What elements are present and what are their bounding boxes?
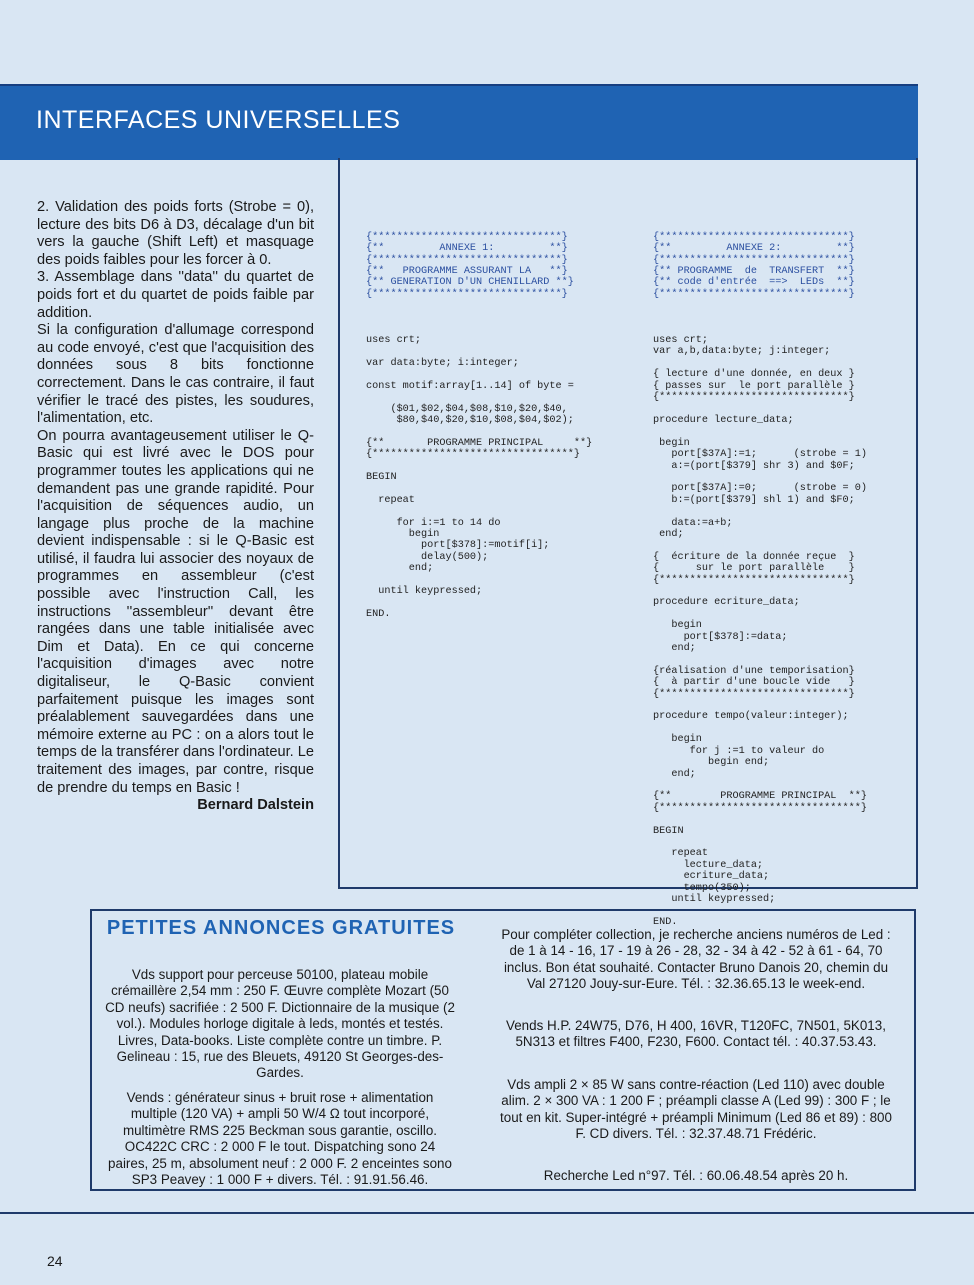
footer-divider: [0, 1212, 974, 1214]
classified-ad: Vends : générateur sinus + bruit rose + alimentation multiple (120 VA) + ampli 50 W/4 Ω tout incorporé, multimètre RMS 225 Beckman sous garantie, oscillo. OC422C CRC : 2 000 F le tout. Dispatching sono 24 paires, 25 m, absolument neuf : 2 000 F. 2 enceintes sono SP3 Peavey : 1 000 F + divers. Tél. : 91.91.56.46.: [108, 1090, 452, 1188]
article-paragraph: On pourra avantageusement utiliser le Q-Basic qui est livré avec le DOS pour programmer toutes les applications qui ne demandent pas une grande rapidité. Pour l'acquisition de séquences audio, un langage plus proche de la machine devient indispensable : si le Q-Basic est utilisé, il faudra lui associer des noyaux de programmes en assembleur (c'est possible avec l'instruction Call, les instructions ''assembleur'' devant être rangées dans une table initialisée avec Dim et Data). En ce qui concerne l'acquisition d'images avec notre digitaliseur, le Q-Basic convient parfaitement puisque les images sont préalablement sauvegardées dans une mémoire externe au PC : on a alors tout le temps de la transférer dans l'ordinateur. Le traitement des images, par contre, risque de prendre du temps en Basic !: [37, 427, 314, 796]
page-title: INTERFACES UNIVERSELLES: [36, 106, 401, 134]
classified-ad: Pour compléter collection, je recherche anciens numéros de Led : de 1 à 14 - 16, 17 - 19 à 26 - 28, 32 - 34 à 42 - 52 à 61 - 64, 70 inclus. Bon état souhaité. Contacter Bruno Danois 20, chemin du Val 27120 Jouy-sur-Eure. Tél. : 32.36.65.13 le week-end.: [501, 927, 891, 992]
article-paragraph: 3. Assemblage dans ''data'' du quartet de poids fort et du quartet de poids faible par addition.: [37, 269, 314, 321]
annexe-1-code: uses crt; var data:byte; i:integer; const motif:array[1..14] of byte = ($01,$02,$04,$08,$10,$20,$40, $80,$40,$20,$10,$08,$04,$02); {** PROGRAMME PRINCIPAL **} {*********************************} BEGIN repeat for i:=1 to 14 do begin port[$378]:=motif[i]; delay(500); end; until keypressed; END.: [366, 335, 593, 620]
classified-ad: Vds support pour perceuse 50100, plateau mobile crémaillère 2,54 mm : 250 F. Œuvre complète Mozart (50 CD neufs) sacrifiée : 2 500 F. Dictionnaire de la musique (2 vol.). Modules horloge digitale à leds, montés et testés. Livres, Data-books. Liste complète contre un timbre. P. Gelineau : 15, rue des Bleuets, 49120 St Georges-des-Gardes.: [105, 967, 455, 1081]
article-paragraph: Si la configuration d'allumage correspond au code envoyé, c'est que l'acquisition des données sous 8 bits fonctionne correctement. Dans le cas contraire, il faut vérifier le tracé des pistes, les soudures, l'alimentation, etc.: [37, 322, 314, 427]
classified-ad: Vends H.P. 24W75, D76, H 400, 16VR, T120FC, 7N501, 5K013, 5N313 et filtres F400, F230, F600. Contact tél. : 40.37.53.43.: [506, 1018, 886, 1050]
article-author: Bernard Dalstein: [197, 797, 314, 814]
annexe-2-listing: [653, 209, 867, 940]
classified-ad: Vds ampli 2 × 85 W sans contre-réaction (Led 110) avec double alim. 2 × 300 VA : 1 200 F ; préampli classe A (Led 99) : 300 F ; le tout en kit. Super-intégré + préampli Minimum (Led 86 et 89) : 800 F. CD divers. Tél. : 32.37.48.71 Frédéric.: [500, 1077, 892, 1142]
annexe-1-listing: [366, 209, 592, 632]
annexe-2-code: uses crt; var a,b,data:byte; j:integer; { lecture d'une donnée, en deux } { passes sur le port parallèle } {*******************************} procedure lecture_data; begin port[$37A]:=1; (strobe = 1) a:=(port[$379] shr 3) and $0F; port[$37A]:=0; (strobe = 0) b:=(port[$379] shl 1) and $F0; data:=a+b; end; { écriture de la donnée reçue } { sur le port parallèle } {*******************************} procedure ecriture_data; begin port[$378]:=data; end; {réalisation d'une temporisation} { à partir d'une boucle vide } {*******************************} procedure tempo(valeur:integer); begin for j :=1 to valeur do begin end; end; {** PROGRAMME PRINCIPAL **} {*********************************} BEGIN repeat lecture_data; ecriture_data; tempo(350); until keypressed; END.: [653, 335, 867, 928]
annexe-2-header: {*******************************} {** ANNEXE 2: **} {*******************************} {** PROGRAMME de TRANSFERT **} {** code d'entrée ==> LEDs **} {*******************************}: [653, 231, 855, 300]
page-number: 24: [47, 1253, 63, 1269]
article-paragraph: 2. Validation des poids forts (Strobe = 0), lecture des bits D6 à D3, décalage d'un bit vers la gauche (Shift Left) et masquage des poids faibles pour les forcer à 0.: [37, 199, 314, 268]
classified-ad: Recherche Led n°97. Tél. : 60.06.48.54 après 20 h.: [543, 1168, 849, 1183]
article-text: [37, 199, 314, 815]
classified-ads-title: PETITES ANNONCES GRATUITES: [106, 917, 456, 939]
annexe-1-header: {*******************************} {** ANNEXE 1: **} {*******************************} {** PROGRAMME ASSURANT LA **} {** GENERATION D'UN CHENILLARD **} {*******************************}: [366, 231, 574, 300]
